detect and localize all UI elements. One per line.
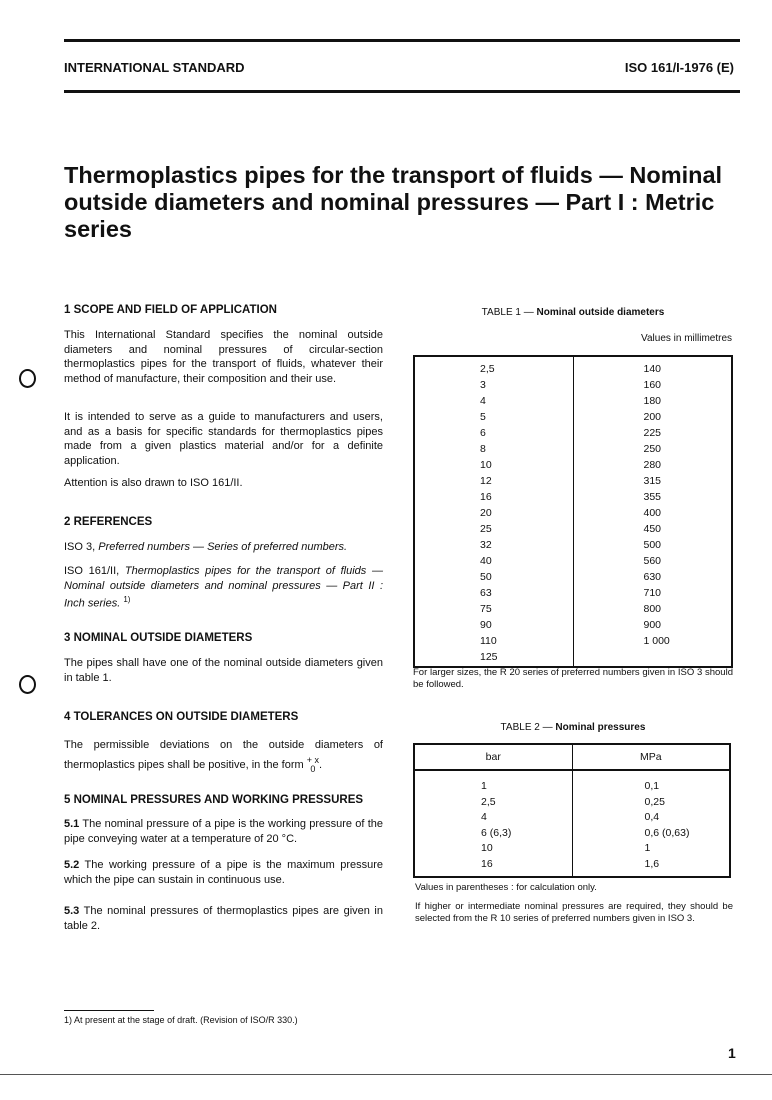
section-1-paragraph: It is intended to serve as a guide to manufacturers and users, and as a basis for specific standards for thermoplastics pipes made from a given plastics material and/or for a definite application. — [64, 411, 383, 467]
table-cell: 140 — [643, 363, 662, 375]
section-5-2-paragraph — [64, 858, 383, 887]
footnote: 1) At present at the stage of draft. (Revision of ISO/R 330.) — [64, 1015, 298, 1025]
header-bottom-rule — [64, 90, 740, 93]
caption-title: Nominal pressures — [555, 722, 646, 733]
tolerance-upper: + x — [306, 755, 319, 766]
caption-prefix: TABLE 1 — — [481, 307, 537, 318]
section-5-1-paragraph — [64, 817, 383, 846]
table-cell: 20 — [480, 507, 492, 519]
footnote-rule — [64, 1010, 154, 1011]
table-cell: 63 — [480, 587, 492, 599]
table-cell: 0,4 — [644, 811, 660, 823]
table-cell: 3 — [480, 379, 486, 391]
table-2 — [413, 743, 731, 878]
section-3-heading: 3 NOMINAL OUTSIDE DIAMETERS — [64, 632, 253, 644]
table-1-caption — [413, 307, 733, 318]
table-cell: 10 — [480, 459, 492, 471]
table-2-column-1 — [414, 770, 572, 877]
table-2-column-2 — [572, 770, 730, 877]
table-2-note: Values in parentheses : for calculation only. — [415, 882, 597, 893]
punch-hole-icon — [19, 369, 36, 388]
table-cell: 6 (6,3) — [481, 826, 512, 839]
table-1-units: Values in millimetres — [641, 333, 732, 344]
table-cell: 8 — [480, 443, 486, 455]
table-cell: 1 — [644, 842, 651, 854]
document-title: Thermoplastics pipes for the transport of fluids — Nominal outside diameters and nominal pressures — Part I : Metric series — [64, 162, 723, 242]
table-cell: 250 — [643, 443, 662, 455]
ref-title: Preferred numbers — Series of preferred numbers. — [98, 541, 348, 553]
caption-prefix: TABLE 2 — — [500, 722, 556, 733]
ref-code: ISO 3, — [64, 541, 99, 553]
table-cell: 315 — [643, 475, 662, 487]
table-2-header-bar: bar — [414, 744, 572, 770]
table-cell: 1 — [481, 780, 487, 792]
clause-number: 5.1 — [64, 818, 80, 830]
section-4-text: The permissible deviations on the outside diameters of thermoplastics pipes shall be positive, in the form — [64, 739, 383, 771]
table-cell: 180 — [643, 395, 662, 407]
table-1 — [413, 355, 733, 668]
scan-edge-rule — [0, 1074, 772, 1075]
header-left: INTERNATIONAL STANDARD — [64, 60, 245, 75]
table-cell: 280 — [643, 459, 662, 471]
table-cell: 4 — [480, 395, 486, 407]
table-cell: 16 — [481, 857, 493, 870]
table-cell: 1 000 — [643, 635, 670, 647]
section-3-paragraph: The pipes shall have one of the nominal outside diameters given in table 1. — [64, 657, 383, 684]
table-cell: 110 — [480, 635, 497, 647]
table-cell: 900 — [643, 619, 662, 631]
table-cell: 40 — [480, 555, 492, 567]
table-cell: 6 — [480, 427, 486, 439]
clause-text: The working pressure of a pipe is the maximum pressure which the pipe can sustain in continuous use. — [64, 859, 383, 886]
ref-title: Thermoplastics pipes for the transport of fluids — Nominal outside diameters and nominal pressures — Part II : Inch series. — [64, 565, 383, 610]
table-1-column-1 — [414, 356, 573, 667]
table-cell: 200 — [643, 411, 662, 423]
page-number: 1 — [728, 1045, 736, 1061]
table-2-caption — [413, 722, 733, 733]
table-cell: 500 — [643, 539, 662, 551]
table-cell: 560 — [643, 555, 662, 567]
table-cell: 50 — [480, 571, 492, 583]
section-2-heading: 2 REFERENCES — [64, 516, 153, 528]
table-cell: 75 — [480, 603, 492, 615]
section-4-paragraph: The permissible deviations on the outside diameters of thermoplastics pipes shall be positive, in the form + x 0 . — [64, 739, 383, 775]
table-2-note: If higher or intermediate nominal pressures are required, they should be selected from the R 10 series of preferred numbers given in ISO 3. — [415, 901, 733, 924]
header-top-rule — [64, 39, 740, 42]
table-cell: 0,1 — [644, 780, 660, 792]
table-1-note: For larger sizes, the R 20 series of preferred numbers given in ISO 3 should be followed. — [413, 667, 733, 690]
table-cell: 10 — [481, 842, 493, 854]
table-cell: 400 — [643, 507, 662, 519]
punch-hole-icon — [19, 675, 36, 694]
table-cell: 2,5 — [481, 795, 496, 808]
footnote-marker: 1) — [123, 595, 131, 605]
clause-number: 5.3 — [64, 905, 80, 917]
table-cell: 32 — [480, 539, 492, 551]
section-5-3-paragraph — [64, 904, 383, 933]
table-cell: 160 — [643, 379, 662, 391]
table-cell: 0,6 (0,63) — [644, 826, 690, 839]
table-cell: 4 — [481, 811, 487, 823]
caption-title: Nominal outside diameters — [536, 307, 665, 318]
table-cell: 0,25 — [644, 795, 665, 808]
table-cell: 225 — [643, 427, 662, 439]
table-cell: 800 — [643, 603, 662, 615]
ref-code: ISO 161/II, — [64, 565, 125, 577]
reference-iso3 — [64, 540, 383, 555]
table-cell: 630 — [643, 571, 662, 583]
table-cell: 1,6 — [644, 857, 660, 870]
table-cell: 355 — [643, 491, 662, 503]
table-cell: 5 — [480, 411, 486, 423]
tolerance-lower: 0 — [310, 764, 316, 775]
section-1-paragraph: This International Standard specifies the nominal outside diameters and nominal pressures of circular-section thermoplastics pipes for the transport of fluids, whatever their method of manufacture, their composition and their use. — [64, 329, 383, 385]
reference-iso161-2 — [64, 564, 383, 611]
clause-number: 5.2 — [64, 859, 80, 871]
table-cell: 90 — [480, 619, 492, 631]
clause-text: The nominal pressures of thermoplastics pipes are given in table 2. — [64, 905, 383, 932]
table-cell: 710 — [643, 587, 662, 599]
table-1-column-2 — [573, 356, 732, 667]
section-1-heading: 1 SCOPE AND FIELD OF APPLICATION — [64, 304, 277, 316]
table-cell: 2,5 — [480, 363, 495, 375]
table-cell: 125 — [480, 651, 498, 663]
section-1-paragraph: Attention is also drawn to ISO 161/II. — [64, 477, 243, 489]
table-cell: 25 — [480, 523, 492, 535]
table-cell: 12 — [480, 475, 492, 487]
header-right: ISO 161/I-1976 (E) — [624, 60, 734, 75]
table-cell: 16 — [480, 491, 492, 503]
table-cell: 450 — [643, 523, 662, 535]
section-4-heading: 4 TOLERANCES ON OUTSIDE DIAMETERS — [64, 711, 299, 723]
section-5-heading: 5 NOMINAL PRESSURES AND WORKING PRESSURES — [64, 794, 364, 806]
clause-text: The nominal pressure of a pipe is the working pressure of the pipe conveying water at a temperature of 20 °C. — [64, 818, 383, 845]
table-2-header-mpa: MPa — [572, 744, 730, 770]
